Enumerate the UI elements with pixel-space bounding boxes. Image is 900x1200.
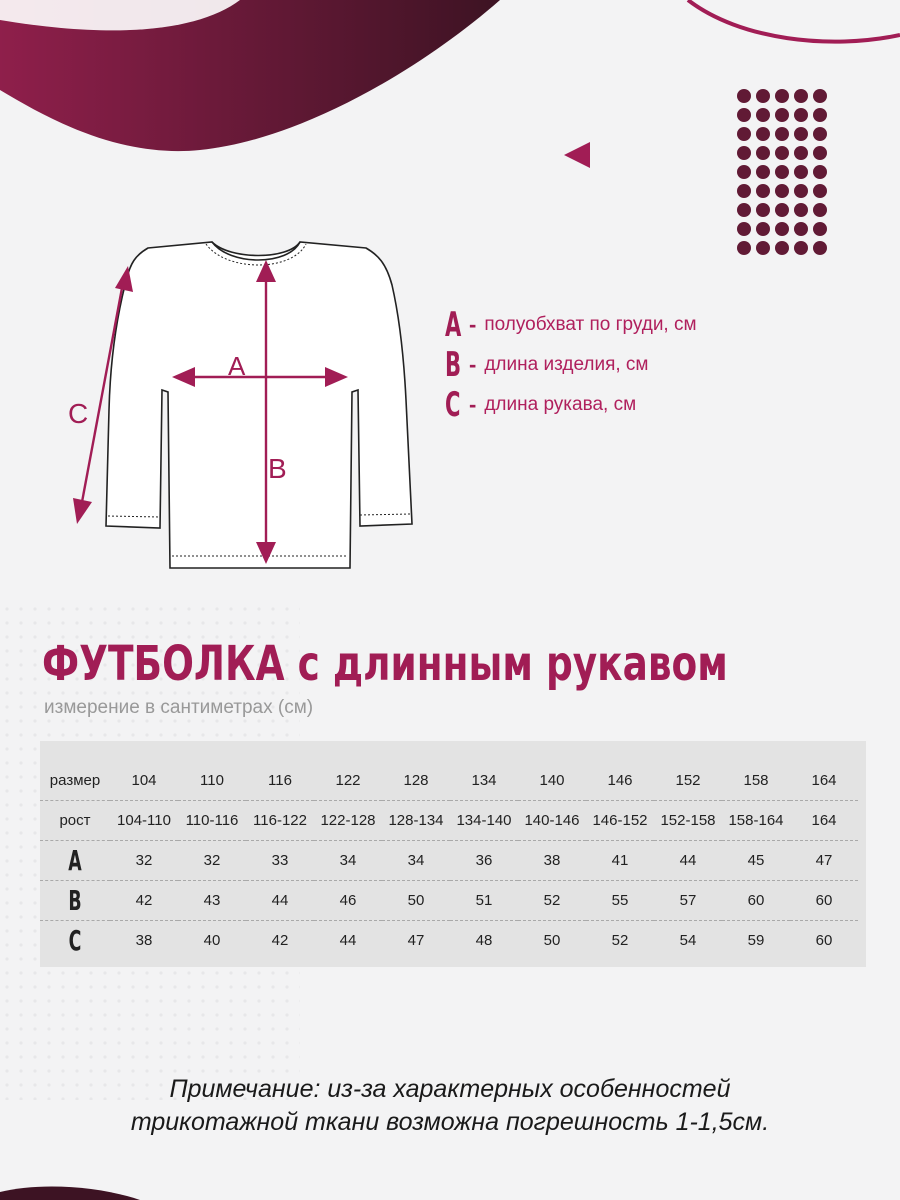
table-cell: 140 xyxy=(518,761,586,801)
shirt-outline xyxy=(106,242,412,568)
table-cell: 44 xyxy=(654,841,722,881)
table-cell: 116-122 xyxy=(246,801,314,841)
table-cell: 146 xyxy=(586,761,654,801)
legend-letter: C xyxy=(445,385,461,425)
table-cell: 104 xyxy=(110,761,178,801)
decor-dot xyxy=(737,127,751,141)
decor-dot xyxy=(775,89,789,103)
legend-item-b xyxy=(445,345,697,385)
table-cell: 54 xyxy=(679,932,697,949)
table-cell: 60 xyxy=(815,932,833,949)
decor-dot xyxy=(775,184,789,198)
table-cell: 164 xyxy=(790,801,858,841)
decor-dot xyxy=(737,241,751,255)
legend-text: полуобхват по груди, см xyxy=(484,314,697,335)
dot-grid xyxy=(737,89,827,255)
table-cell: 146-152 xyxy=(586,801,654,841)
table-cell: 32 xyxy=(178,841,246,881)
table-cell: 41 xyxy=(586,841,654,881)
table-cell: 140-146 xyxy=(518,801,586,841)
table-cell: 38 xyxy=(518,841,586,881)
decor-dot xyxy=(737,146,751,160)
decor-dot xyxy=(756,108,770,122)
table-cell: 43 xyxy=(178,881,246,921)
decor-dot xyxy=(756,241,770,255)
decor-dot xyxy=(813,146,827,160)
decor-dot xyxy=(737,222,751,236)
table-cell: 128 xyxy=(382,761,450,801)
table-cell: 57 xyxy=(654,881,722,921)
decor-dot xyxy=(756,165,770,179)
decor-dot xyxy=(794,127,808,141)
table-row xyxy=(40,841,858,881)
table-cell: 52 xyxy=(611,932,629,949)
table-cell: 164 xyxy=(790,761,858,801)
table-cell: 128-134 xyxy=(382,801,450,841)
decor-dot xyxy=(775,127,789,141)
table-cell: 50 xyxy=(382,881,450,921)
note-line-1: Примечание: из-за характерных особенностей xyxy=(169,1075,731,1103)
decor-dot xyxy=(775,108,789,122)
shirt-diagram xyxy=(60,230,440,590)
decor-dot xyxy=(794,184,808,198)
row-label: C xyxy=(68,924,82,957)
table-cell: 158-164 xyxy=(722,801,790,841)
table-cell: 47 xyxy=(790,841,858,881)
row-label: размер xyxy=(40,761,110,801)
decor-dot xyxy=(756,89,770,103)
legend-item-c xyxy=(445,385,697,425)
label-a: A xyxy=(228,351,246,381)
size-table-container xyxy=(40,741,866,967)
table-cell: 47 xyxy=(407,932,425,949)
decor-dot xyxy=(794,203,808,217)
legend-text: длина рукава, см xyxy=(484,394,637,415)
decor-dot xyxy=(737,203,751,217)
decor-dot xyxy=(737,165,751,179)
table-cell: 42 xyxy=(110,881,178,921)
legend-item-a xyxy=(445,305,697,345)
table-cell: 44 xyxy=(339,932,357,949)
legend-dash: - xyxy=(469,312,477,337)
table-cell: 38 xyxy=(135,932,153,949)
decor-dot xyxy=(756,222,770,236)
decor-dot xyxy=(813,127,827,141)
table-cell: 110 xyxy=(178,761,246,801)
table-cell: 122 xyxy=(314,761,382,801)
table-cell: 158 xyxy=(722,761,790,801)
label-c: C xyxy=(68,398,89,429)
table-cell: 50 xyxy=(543,932,561,949)
decor-dot xyxy=(756,203,770,217)
decor-dot xyxy=(737,108,751,122)
decor-dot xyxy=(775,165,789,179)
decor-dot xyxy=(794,241,808,255)
note xyxy=(0,1073,900,1139)
table-cell: 152 xyxy=(654,761,722,801)
table-cell: 48 xyxy=(475,932,493,949)
table-cell: 34 xyxy=(382,841,450,881)
top-right-arc xyxy=(688,0,900,42)
table-cell: 45 xyxy=(722,841,790,881)
decor-dot xyxy=(813,165,827,179)
decor-dot xyxy=(813,89,827,103)
table-cell: 32 xyxy=(110,841,178,881)
decor-dot xyxy=(794,89,808,103)
decor-dot xyxy=(794,165,808,179)
table-row xyxy=(40,881,858,921)
table-cell: 134-140 xyxy=(450,801,518,841)
table-cell: 44 xyxy=(246,881,314,921)
table-cell: 46 xyxy=(314,881,382,921)
legend-text: длина изделия, см xyxy=(484,354,649,375)
decor-dot xyxy=(813,203,827,217)
table-cell: 110-116 xyxy=(178,801,246,841)
table-cell: 52 xyxy=(518,881,586,921)
table-cell: 40 xyxy=(203,932,221,949)
label-b: B xyxy=(268,453,287,484)
size-table xyxy=(40,761,858,960)
table-cell: 34 xyxy=(314,841,382,881)
decor-dot xyxy=(775,222,789,236)
decor-dot xyxy=(775,146,789,160)
decor-dot xyxy=(737,89,751,103)
decor-dot xyxy=(794,108,808,122)
measurement-legend xyxy=(445,305,697,425)
decor-dot xyxy=(775,203,789,217)
decor-dot xyxy=(813,241,827,255)
decor-dot xyxy=(756,184,770,198)
table-cell: 55 xyxy=(586,881,654,921)
table-cell: 116 xyxy=(246,761,314,801)
decor-dot xyxy=(756,127,770,141)
decor-dot xyxy=(737,184,751,198)
row-label: B xyxy=(53,881,96,921)
table-cell: 59 xyxy=(747,932,765,949)
legend-letter: A xyxy=(445,305,462,345)
table-cell: 104-110 xyxy=(110,801,178,841)
table-row xyxy=(40,921,858,961)
decor-dot xyxy=(813,222,827,236)
decor-dot xyxy=(794,146,808,160)
table-cell: 42 xyxy=(271,932,289,949)
bottom-wave xyxy=(0,1186,140,1200)
legend-dash: - xyxy=(469,352,477,377)
table-cell: 122-128 xyxy=(314,801,382,841)
row-label: A xyxy=(53,841,96,881)
decor-dot xyxy=(794,222,808,236)
table-cell: 51 xyxy=(450,881,518,921)
triangle-marker xyxy=(564,142,590,168)
table-row xyxy=(40,761,858,801)
table-cell: 134 xyxy=(450,761,518,801)
table-cell: 33 xyxy=(246,841,314,881)
table-cell: 60 xyxy=(790,881,858,921)
row-label: рост xyxy=(40,801,110,841)
note-line-2: трикотажной ткани возможна погрешность 1-1,5см. xyxy=(130,1108,770,1136)
decor-dot xyxy=(775,241,789,255)
table-cell: 60 xyxy=(722,881,790,921)
decor-dot xyxy=(813,108,827,122)
decor-dot xyxy=(756,146,770,160)
table-row xyxy=(40,801,858,841)
table-cell: 152-158 xyxy=(654,801,722,841)
legend-letter: B xyxy=(445,345,462,385)
legend-dash: - xyxy=(469,392,477,417)
page-title: ФУТБОЛКА с длинным рукавом xyxy=(42,636,728,692)
page-subtitle: измерение в сантиметрах (см) xyxy=(44,697,314,718)
table-cell: 36 xyxy=(450,841,518,881)
decor-dot xyxy=(813,184,827,198)
